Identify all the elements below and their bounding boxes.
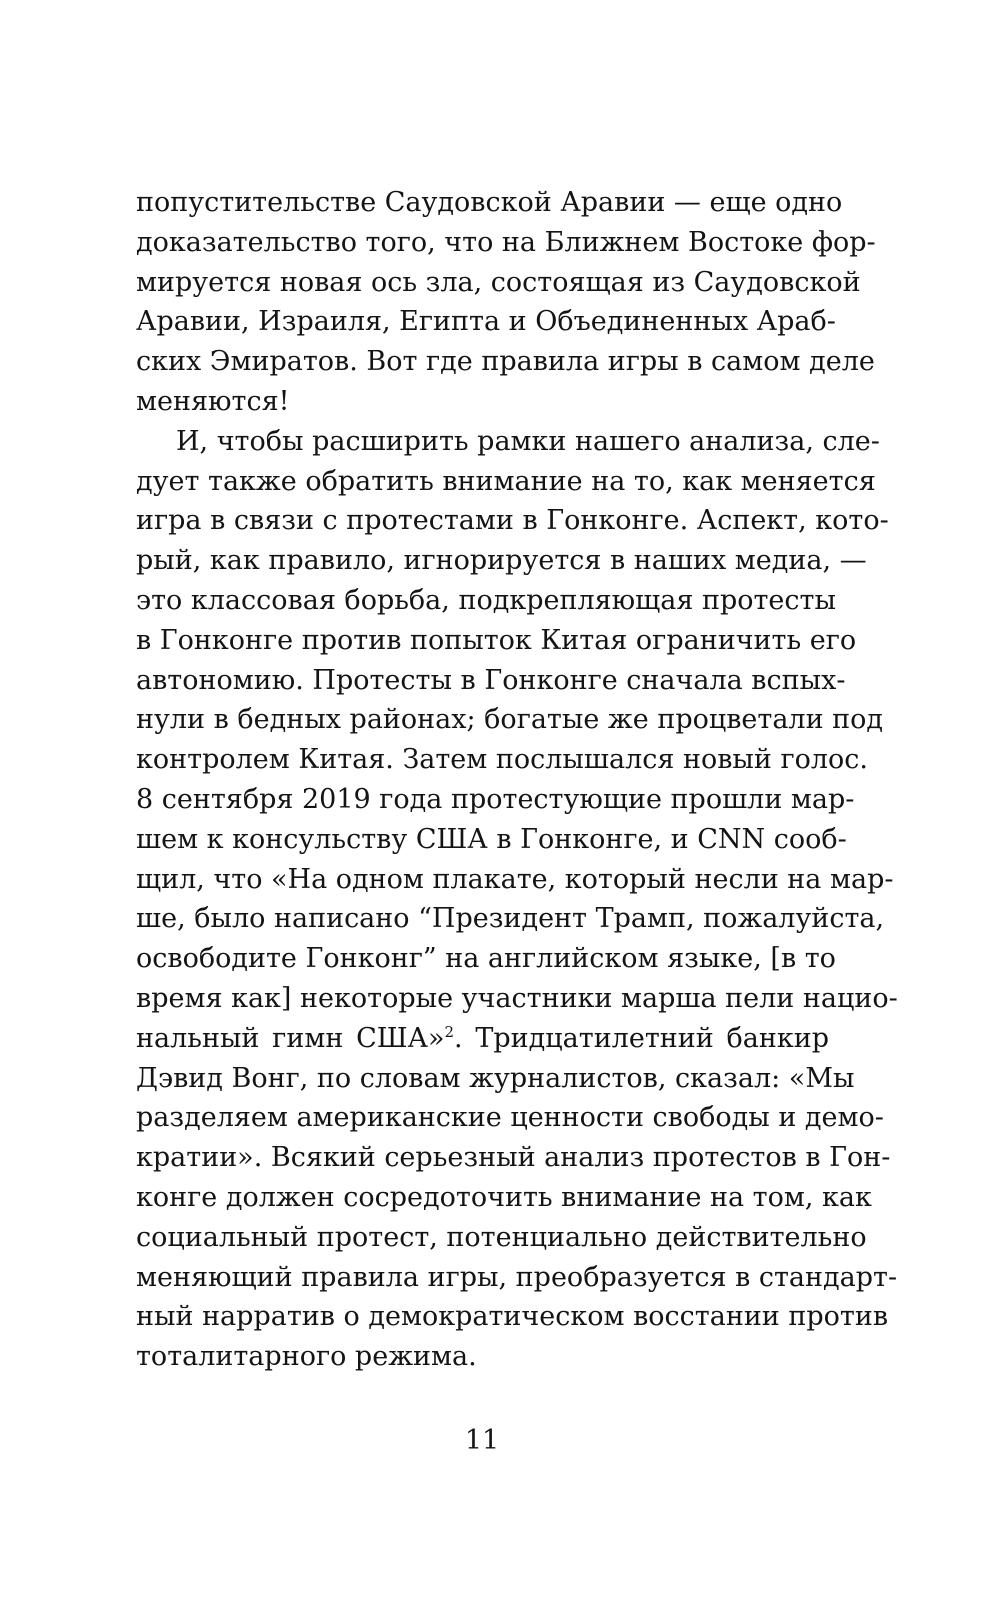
text-line: ше, было написано “Президент Трамп, пожалуйста, [136, 903, 885, 935]
text-line: меняющий правила игры, преобразуется в стандарт- [136, 1261, 898, 1293]
text-line: конге должен сосредоточить внимание на том, как [136, 1181, 872, 1213]
body-text [136, 183, 898, 1377]
text-line: время как] некоторые участники марша пели нацио- [136, 982, 898, 1014]
text-line: кратии». Всякий серьезный анализ протестов в Гон- [136, 1142, 891, 1174]
text-line: контролем Китая. Затем послышался новый голос. [136, 744, 868, 776]
text-line: И, чтобы расширить рамки нашего анализа, сле- [176, 425, 880, 457]
text-line: тоталитарного режима. [136, 1341, 477, 1373]
text-line: ный нарратив о демократическом восстании против [136, 1301, 889, 1333]
text-line: социальный протест, потенциально действительно [136, 1221, 867, 1253]
text-line: это классовая борьба, подкрепляющая протесты [136, 584, 836, 616]
text-line: Дэвид Вонг, по словам журналистов, сказал: «Мы [136, 1062, 855, 1094]
text-line: доказательство того, что на Ближнем Востоке фор- [136, 226, 876, 258]
text-line: в Гонконге против попыток Китая ограничить его [136, 624, 857, 656]
text-line: меняются! [136, 385, 290, 417]
text-line-with-footnote [136, 1019, 829, 1059]
text-line: дует также обратить внимание на то, как меняется [136, 465, 876, 497]
text-line: шем к консульству США в Гонконге, и CNN сооб- [136, 823, 847, 855]
footnote-marker: 2 [444, 1022, 455, 1041]
text-line: автономию. Протесты в Гонконге сначала вспых- [136, 664, 846, 696]
text-line: освободите Гонконг” на английском языке, [в то [136, 943, 836, 975]
text-line: игра в связи с протестами в Гонконге. Аспект, кото- [136, 505, 889, 537]
text-line: нули в бедных районах; богатые же процветали под [136, 704, 884, 736]
text-line: рый, как правило, игнорируется в наших медиа, — [136, 545, 867, 577]
text-line: 8 сентября 2019 года протестующие прошли мар- [136, 783, 855, 815]
text-line: мируется новая ось зла, состоящая из Саудовской [136, 266, 861, 298]
text-line: разделяем американские ценности свободы и демо- [136, 1102, 884, 1134]
text-line: попустительстве Саудовской Аравии — еще одно [136, 187, 843, 218]
text-fragment: . Тридцатилетний банкир [454, 1022, 829, 1054]
text-line: Аравии, Израиля, Египта и Объединенных Араб- [136, 306, 836, 338]
page-number: 11 [464, 1425, 500, 1456]
text-line: щил, что «На одном плакате, который несли на мар- [136, 863, 894, 895]
text-line: ских Эмиратов. Вот где правила игры в самом деле [136, 346, 875, 378]
text-fragment: нальный гимн США» [136, 1022, 445, 1054]
